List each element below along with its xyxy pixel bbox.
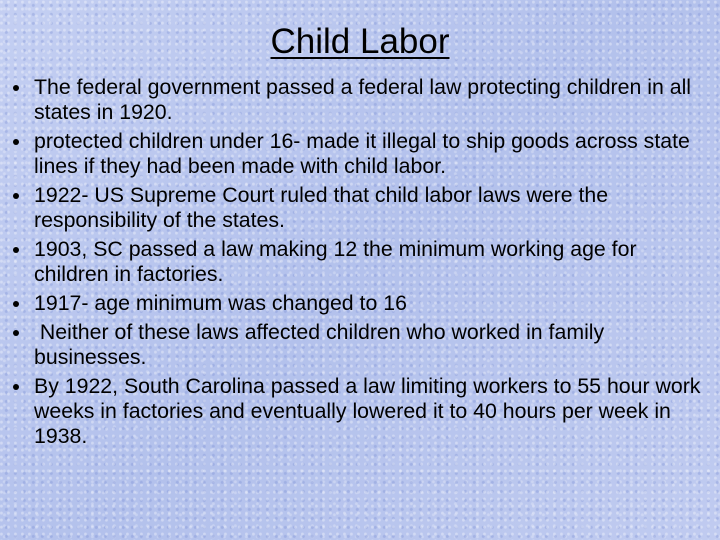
bullet-dot-icon [13,139,19,145]
bullet-item [8,183,712,233]
bullet-dot-icon [13,301,19,307]
bullet-item [8,129,712,179]
bullet-item [8,320,712,370]
bullet-text: 1922- US Supreme Court ruled that child labor laws were the responsibility of the states. [34,183,609,233]
bullet-dot-icon [13,330,19,336]
bullet-dot-icon [13,247,19,253]
bullet-text: By 1922, South Carolina passed a law limiting workers to 55 hour work weeks in factories and eventually lowered it to 40 hours per week in 1938. [34,373,701,449]
bullet-text: 1903, SC passed a law making 12 the minimum working age for children in factories. [34,237,637,287]
bullet-dot-icon [13,193,19,199]
bullet-text: Neither of these laws affected children who worked in family businesses. [34,319,611,369]
slide-title [0,20,720,64]
bullet-item [8,291,712,316]
bullet-text: The federal government passed a federal law protecting children in all states in 1920. [34,75,692,125]
bullet-list [8,75,712,453]
bullet-text: protected children under 16- made it illegal to ship goods across state lines if they had been made with child labor. [34,129,690,179]
bullet-item [8,237,712,287]
bullet-text: 1917- age minimum was changed to 16 [34,291,407,315]
bullet-item [8,75,712,125]
bullet-dot-icon [13,384,19,390]
bullet-dot-icon [13,85,19,91]
bullet-item [8,374,712,450]
slide-title-text: Child Labor [270,22,450,61]
